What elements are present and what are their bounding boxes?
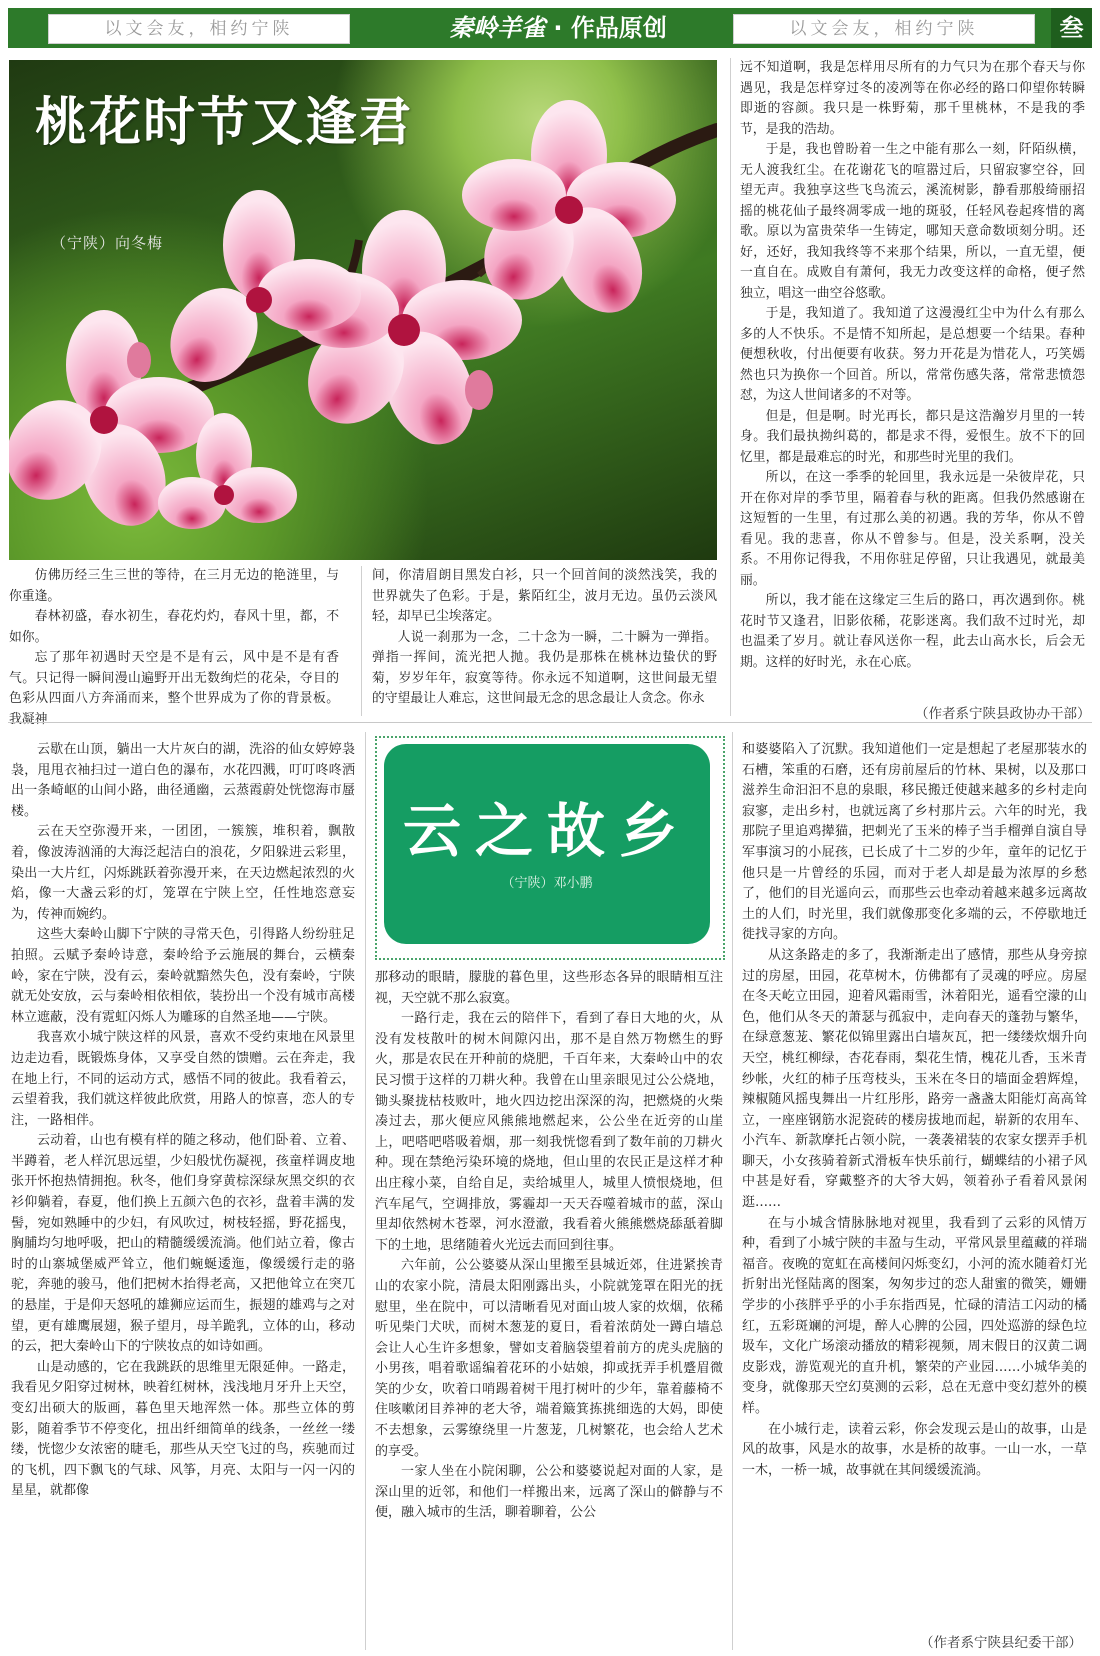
header-dot: · <box>545 14 571 42</box>
paragraph: 但是，但是啊。时光再长，都只是这浩瀚岁月里的一转身。我们最执拗纠葛的，都是求不得，爱恨生。放不下的回忆里，都是最难忘的时光，和那些时光里的我们。 <box>740 408 1085 465</box>
article1-byline: （作者系宁陕县政协办干部） <box>915 706 1091 722</box>
paragraph: 所以，在这一季季的轮回里，我永远是一朵彼岸花，只开在你对岸的季节里，隔着春与秋的距离。但我仍然感谢在这短暂的一生里，有过那么美的初遇。我的芳华，你从不曾看见。我的悲喜，你从不曾参与。但是，没关系啊，没关系。不用你记得我，不用你驻足停留，只让我遇见，就最美丽。 <box>740 470 1085 588</box>
column-rule <box>732 732 733 1650</box>
section-name: 作品原创 <box>570 14 667 42</box>
paragraph: 云歇在山顶，躺出一大片灰白的湖，洗浴的仙女婷婷袅袅，甩甩衣袖扫过一道白色的瀑布，水花四溅，叮叮咚咚洒出一条崎岖的山间小路，曲径通幽，云蒸霞蔚处恍惚海市蜃楼。 <box>11 742 355 819</box>
column-rule <box>361 566 362 716</box>
article2-byline: （作者系宁陕县纪委干部） <box>920 1635 1082 1651</box>
paragraph: 六年前，公公婆婆从深山里搬至县城近郊，住进紧挨青山的农家小院，清晨太阳刚露出头，小院就笼罩在阳光的抚慰里，坐在院中，可以清晰看见对面山坡人家的炊烟，依稀听见柴门犬吠，而树木葱茏的夏日，看着浓荫处一蹲白墙总会让人心生许多想象，譬如支着脑袋望着前方的虎头虎脑的小男孩，唱着歌谣编着花环的小姑娘，抑或抚弄手机蹙眉微笑的少女，吹着口哨踢着树干甩打树叶的少年，靠着藤椅不住咳嗽闭目养神的老大爷，端着簸箕拣挑细选的大妈，即使不去想象，云雾缭绕里一片葱茏，几树繁花，也会给人艺术的享受。 <box>375 1258 723 1459</box>
peach-blossom-photo <box>9 60 717 560</box>
paragraph: 在小城行走，读着云彩，你会发现云是山的故事，山是风的故事，风是水的故事，水是桥的故事。一山一水，一草一木，一桥一城，故事就在其间缓缓流淌。 <box>742 1421 1087 1478</box>
paragraph: 于是，我也曾盼着一生之中能有那么一刻，阡陌纵横，无人渡我红尘。在花谢花飞的喧嚣过后，只留寂寥空谷，回望无声。我独享这些飞鸟流云，溪流树影，静看那般绮丽招摇的桃花仙子最终凋零成一地的斑驳，任轻风卷起疼惜的离歌。原以为富贵荣华一生铸定，哪知天意命数顷刻分明。还好，还好，我知我终等不来那个结果，所以，一直无望，便一直自在。成败自有萧何，我无力改变这样的命格，便孑然独立，唱这一曲空谷悠歌。 <box>740 142 1085 301</box>
paragraph: 云在天空弥漫开来，一团团，一簇簇，堆积着，飘散着，像波涛汹涌的大海泛起洁白的浪花，夕阳躲进云彩里，染出一大片红，闪烁跳跃着弥漫开来，在天边燃起浓烈的火焰，像一大盏云彩的灯，笼罩在宁陕上空，任性地恣意妄为，传神而婉约。 <box>11 824 355 922</box>
page-header <box>8 8 1092 48</box>
paragraph: 一家人坐在小院闲聊，公公和婆婆说起对面的人家，是深山里的近邻，和他们一样搬出来，远离了深山的僻静与不便，融入城市的生活，聊着聊着，公公 <box>375 1464 723 1521</box>
paragraph: 从这条路走的多了，我渐渐走出了感情，那些从身旁掠过的房屋，田园，花草树木，仿佛都有了灵魂的呼应。房屋在冬天屹立田园，迎着风霜雨雪，沐着阳光，遥看空濛的山色，他们从冬天的萧瑟与孤寂中，走向春天的蓬勃与繁华，在绿意葱茏、繁花似锦里露出白墙灰瓦，把一缕缕炊烟升向天空，桃红柳绿，杏花春雨，梨花生情，槐花儿香，玉米青纱帐，火红的柿子压弯枝头，玉米在冬日的墙面金碧辉煌，辣椒随风摇曳舞出一片红彤彤，路旁一盏盏太阳能灯高高耸立，一座座钢筋水泥瓷砖的楼房拔地而起，崭新的农用车、小汽车、新款摩托占领小院，一袭袭裙装的农家女摆弄手机聊天，小女孩骑着新式滑板车快乐前行，蝴蝶结的小裙子风中甚是好看，穿戴整齐的大爷大妈，领着孙子看着风景闲逛…… <box>742 947 1087 1211</box>
paragraph: 和婆婆陷入了沉默。我知道他们一定是想起了老屋那装水的石槽，笨重的石磨，还有房前屋后的竹林、果树，以及那口滋养生命汩汩不息的泉眼，移民搬迁使越来越多的乡村走向寂寥，走出乡村，也就远离了乡村那片云。六年的时光，我那院子里追鸡撵猫，把刺光了玉米的棒子当手榴弹自演自导军事演习的小屁孩，已长成了十二岁的少年，童年的记忆于他只是一片曾经的乐园，而对于老人却是最为浓厚的乡愁了，他们的目光遥向云，而那些云也牵动着越来越多远离故土的人们，时光里，我们就像那变化多端的云，不停歇地迁徙找寻家的方向。 <box>742 742 1087 943</box>
article2-column-1 <box>11 740 355 1502</box>
paragraph: 人说一刹那为一念，二十念为一瞬，二十瞬为一弹指。弹指一挥间，流光把人抛。我仍是那株在桃林边蛰伏的野菊，岁岁年年，寂寞等待。你永远不知道啊，这世间最无望的守望最让人难忘，这世间最无念的思念最让人贪念。你永 <box>372 629 717 706</box>
section-divider <box>8 722 1092 723</box>
paragraph: 忘了那年初遇时天空是不是有云，风中是不是有香气。只记得一瞬间漫山遍野开出无数绚烂的花朵，夺目的色彩从四面八方奔涌而来，整个世界成为了你的背景板。我凝神 <box>9 650 339 727</box>
article2-title: 云之故乡 <box>402 797 691 865</box>
column-rule <box>365 732 366 1650</box>
article2-author: （宁陕）邓小鹏 <box>501 876 593 891</box>
column-rule <box>730 58 731 716</box>
article1-author: （宁陕）向冬梅 <box>51 234 164 252</box>
slogan-left: 以文会友，相约宁陕 <box>48 14 350 44</box>
article1-column-2 <box>372 566 717 710</box>
header-title <box>408 11 708 45</box>
brand-name: 秦岭羊雀 <box>449 13 546 42</box>
paragraph: 春林初盛，春水初生，春花灼灼，春风十里，都，不如你。 <box>9 609 339 645</box>
paragraph: 一路行走，我在云的陪伴下，看到了春日大地的火，从没有发枝散叶的树木间隙闪出，那不是自然万物燃生的野火，那是农民在开种前的烧肥，千百年来，大秦岭山中的农民习惯于这样的刀耕火种。我曾在山里亲眼见过公公烧地，锄头聚拢枯枝败叶，地火四边挖出深深的沟，把燃烧的火柴凑过去，那火便应风熊熊地燃起来，公公坐在近旁的山崖上，吧嗒吧嗒吸着烟，那一刻我恍惚看到了数年前的刀耕火种。现在禁绝污染环境的烧地，但山里的农民正是这样才种出庄稼小菜，自给自足，卖给城里人，城里人愤恨烧地，但汽车尾气，空调排放，雾霾却一天天吞噬着城市的蓝，深山里却依然树木苍翠，河水澄澈，我看着火熊熊燃烧舔舐着脚下的土地，思绪随着火光远去而回到往事。 <box>375 1011 723 1253</box>
paragraph: 间，你清眉朗目黑发白衫，只一个回首间的淡然浅笑，我的世界就失了色彩。于是，紫陌红尘，波月无边。虽仍云淡风轻，却早已尘埃落定。 <box>372 568 717 624</box>
article1-title: 桃花时节又逢君 <box>35 93 414 153</box>
paragraph: 那移动的眼睛，朦胧的暮色里，这些形态各异的眼睛相互注视，天空就不那么寂寞。 <box>375 970 723 1006</box>
paragraph: 仿佛历经三生三世的等待，在三月无边的艳涟里，与你重逢。 <box>9 568 339 604</box>
paragraph: 我喜欢小城宁陕这样的风景，喜欢不受约束地在风景里边走边看，既锻炼身体，又享受自然的馈赠。云在奔走，我在地上行，不同的运动方式，感悟不同的彼此。我看着云，云望着我，我们就这样彼此欣赏，用路人的惊喜，恋人的专注，一路相伴。 <box>11 1030 355 1128</box>
paragraph: 这些大秦岭山脚下宁陕的寻常天色，引得路人纷纷驻足拍照。云赋予秦岭诗意，秦岭给予云施展的舞台，云横秦岭，家在宁陕，没有云，秦岭就黯然失色，没有秦岭，宁陕就无处安放，云与秦岭相依相依，装扮出一个没有城市高楼林立遮蔽，没有霓虹闪烁人为雕琢的自然圣地——宁陕。 <box>11 927 355 1025</box>
article2-column-3 <box>742 740 1087 1481</box>
paragraph: 云动着，山也有模有样的随之移动，他们卧着、立着、半蹲着，老人样沉思远望，少妇般忧伤凝视，孩童样调皮地张开怀抱热情拥抱。秋冬，他们身穿黄棕深绿灰黑交织的衣衫仰躺着，春夏，他们换上五颜六色的衣衫，盘着丰满的发髻，宛如熟睡中的少妇，有风吹过，树枝轻摇，野花摇曳，胸脯均匀地呼吸，把山的精髓缓缓流淌。他们站立着，像古时的山寨城堡威严耸立，他们蜿蜒逶迤，像缓缓行走的骆驼，奔驰的骏马，他们把树木抬得老高，又把他耸立在突兀的悬崖，于是仰天怒吼的雄狮应运而生，振翅的雄鸡与之对望，更有雄鹰展翅，猴子望月，母羊跪乳，立体的山，移动的云，把大秦岭山下的宁陕妆点的如诗如画。 <box>11 1133 355 1355</box>
paragraph: 所以，我才能在这缘定三生后的路口，再次遇到你。桃花时节又逢君，旧影依稀，花影迷离。我们敌不过时光，却也温柔了岁月。就让春风送你一程，此去山高水长，后会无期。这样的好时光，永在心底。 <box>740 593 1085 670</box>
paragraph: 山是动感的，它在我跳跃的思维里无限延伸。一路走，我看见夕阳穿过树林，映着红树林，浅浅地月牙升上天空，变幻出硕大的版画，暮色里天地浑然一体。那些立体的剪影，随着季节不停变化，扭出纤细简单的线条，一丝丝一缕缕，恍惚少女浓密的睫毛，那些从天空飞过的鸟，疾驰而过的飞机，四下飘飞的气球、风筝，月亮、太阳与一闪一闪的星星，就都像 <box>11 1359 355 1499</box>
paragraph: 于是，我知道了。我知道了这漫漫红尘中为什么有那么多的人不快乐。不是情不知所起，是总想要一个结果。春种便想秋收，付出便要有收获。努力开花是为惜花人，巧笑嫣然也只为换你一个回首。所以，常常伤感失落，常常悲愤怨怼，为这人世间诸多的不对等。 <box>740 306 1085 403</box>
slogan-right: 以文会友，相约宁陕 <box>733 14 1035 44</box>
article2-title-box <box>384 744 710 944</box>
paragraph: 远不知道啊，我是怎样用尽所有的力气只为在那个春天与你遇见，我是怎样穿过冬的凌冽等在你必经的路口仰望你转瞬即逝的容颜。我只是一株野菊，那千里桃林，不是我的季节，是我的浩劫。 <box>740 60 1085 137</box>
article2-column-2 <box>375 968 723 1524</box>
article1-column-1 <box>9 566 339 730</box>
article1-column-3 <box>740 58 1085 673</box>
paragraph: 在与小城含情脉脉地对视里，我看到了云彩的风情万种，看到了小城宁陕的丰盈与生动，平常风景里蕴藏的祥瑞福音。夜晚的宽虹在高楼间闪烁变幻，小河的流水随着灯光折射出光怪陆离的图案，匆匆步过的恋人甜蜜的微笑，姗姗学步的小孩胖乎乎的小手东指西晃，忙碌的清洁工闪动的橘红，五彩斑斓的河堤，醉人心脾的公园，四处巡游的绿色垃圾车，文化广场滚动播放的精彩视频，周末假日的汉黄二调皮影戏，游览观光的直升机，繁荣的产业园……小城华美的变身，就像那天空幻莫测的云彩，总在无意中变幻惹外的模样。 <box>742 1215 1087 1416</box>
page-number: 叁 <box>1051 8 1092 48</box>
